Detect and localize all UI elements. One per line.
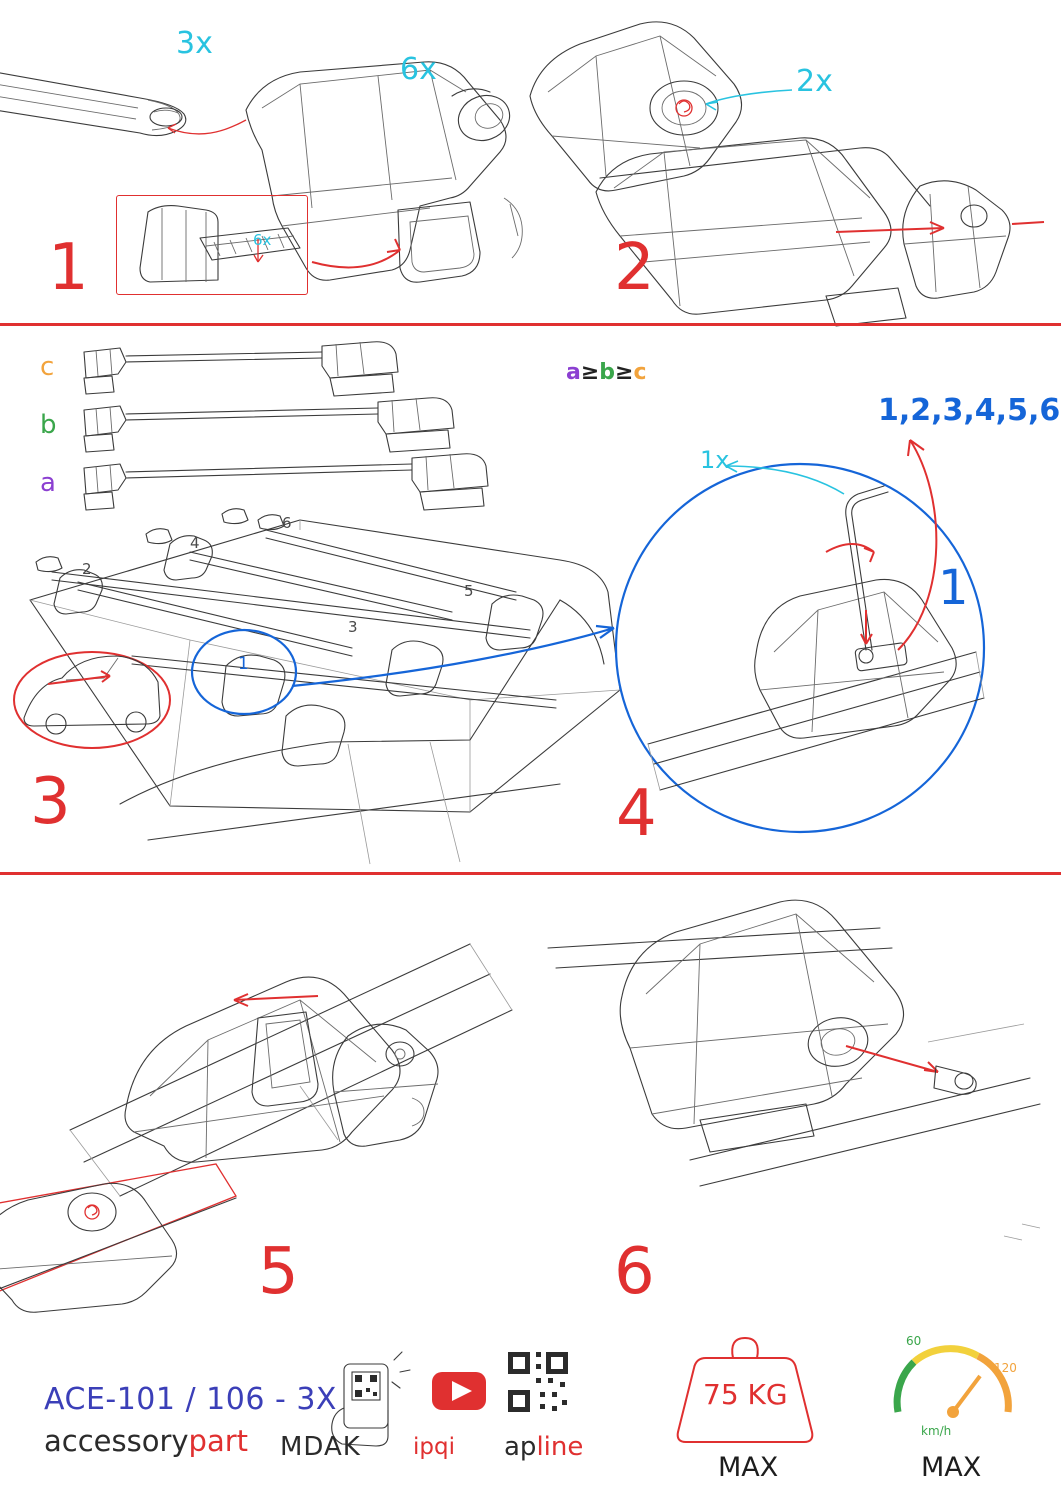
quantity-1x: 1x	[700, 446, 730, 474]
step2-lock-cover	[530, 22, 1044, 326]
step-number-5: 5	[258, 1235, 299, 1309]
gauge-min-value: 60	[906, 1334, 922, 1348]
partner-mdak: MDAK	[280, 1432, 361, 1462]
max-weight-value: 75 KG	[703, 1378, 788, 1411]
tightening-sequence: 1,2,3,4,5,6	[878, 393, 1061, 428]
gauge-max-value: 120	[994, 1361, 1017, 1375]
partner-apline	[504, 1432, 583, 1462]
row-label-a: a	[40, 468, 56, 498]
row-label-c: c	[40, 352, 55, 382]
section-divider-1	[0, 323, 1061, 326]
speed-unit: km/h	[921, 1424, 952, 1438]
step-number-4: 4	[616, 777, 657, 851]
step1-detail-box	[116, 195, 308, 295]
row-label-b: b	[40, 410, 57, 440]
measure-rows	[84, 342, 488, 510]
max-weight-caption: MAX	[718, 1452, 779, 1483]
foot-marker-5: 5	[464, 582, 474, 600]
inequality-b: b	[599, 360, 616, 385]
quantity-2x: 2x	[796, 64, 833, 99]
step-number-3: 3	[30, 765, 71, 839]
brand-secondary: part	[188, 1424, 249, 1458]
quantity-6x: 6x	[400, 52, 437, 87]
inequality-op1: ≥	[580, 360, 600, 385]
foot-marker-3: 3	[348, 618, 358, 636]
inequality-note	[566, 360, 647, 385]
brand-primary: accessory	[44, 1424, 189, 1458]
foot-marker-2: 2	[82, 560, 92, 578]
step-number-1: 1	[48, 231, 89, 305]
step4-tool-detail	[616, 440, 984, 832]
inequality-c: c	[633, 360, 647, 385]
step3-roof-overview	[14, 509, 620, 864]
step1-inset-quantity: 6x	[253, 231, 272, 249]
step6-key-removal	[548, 900, 1040, 1240]
apline-prefix: ap	[504, 1432, 537, 1462]
qr-code-icon	[508, 1352, 568, 1412]
foot-marker-4: 4	[190, 534, 200, 552]
quantity-3x: 3x	[176, 26, 213, 61]
foot-marker-6: 6	[282, 514, 292, 532]
step-number-6: 6	[614, 1235, 655, 1309]
step5-slide-and-lock	[0, 944, 512, 1312]
max-speed-caption: MAX	[921, 1452, 982, 1483]
partner-ipqi: ipqi	[413, 1434, 455, 1460]
inequality-a: a	[566, 360, 581, 385]
footer-icons	[332, 1338, 1009, 1446]
step-number-2: 2	[614, 231, 655, 305]
brand-logo	[44, 1424, 248, 1458]
foot-marker-1: 1	[238, 654, 249, 674]
step4-callout-number: 1	[938, 560, 969, 616]
model-code: ACE-101 / 106 - 3X	[44, 1382, 337, 1417]
inequality-op2: ≥	[615, 360, 634, 385]
section-divider-2	[0, 872, 1061, 875]
apline-accent: line	[536, 1432, 584, 1462]
